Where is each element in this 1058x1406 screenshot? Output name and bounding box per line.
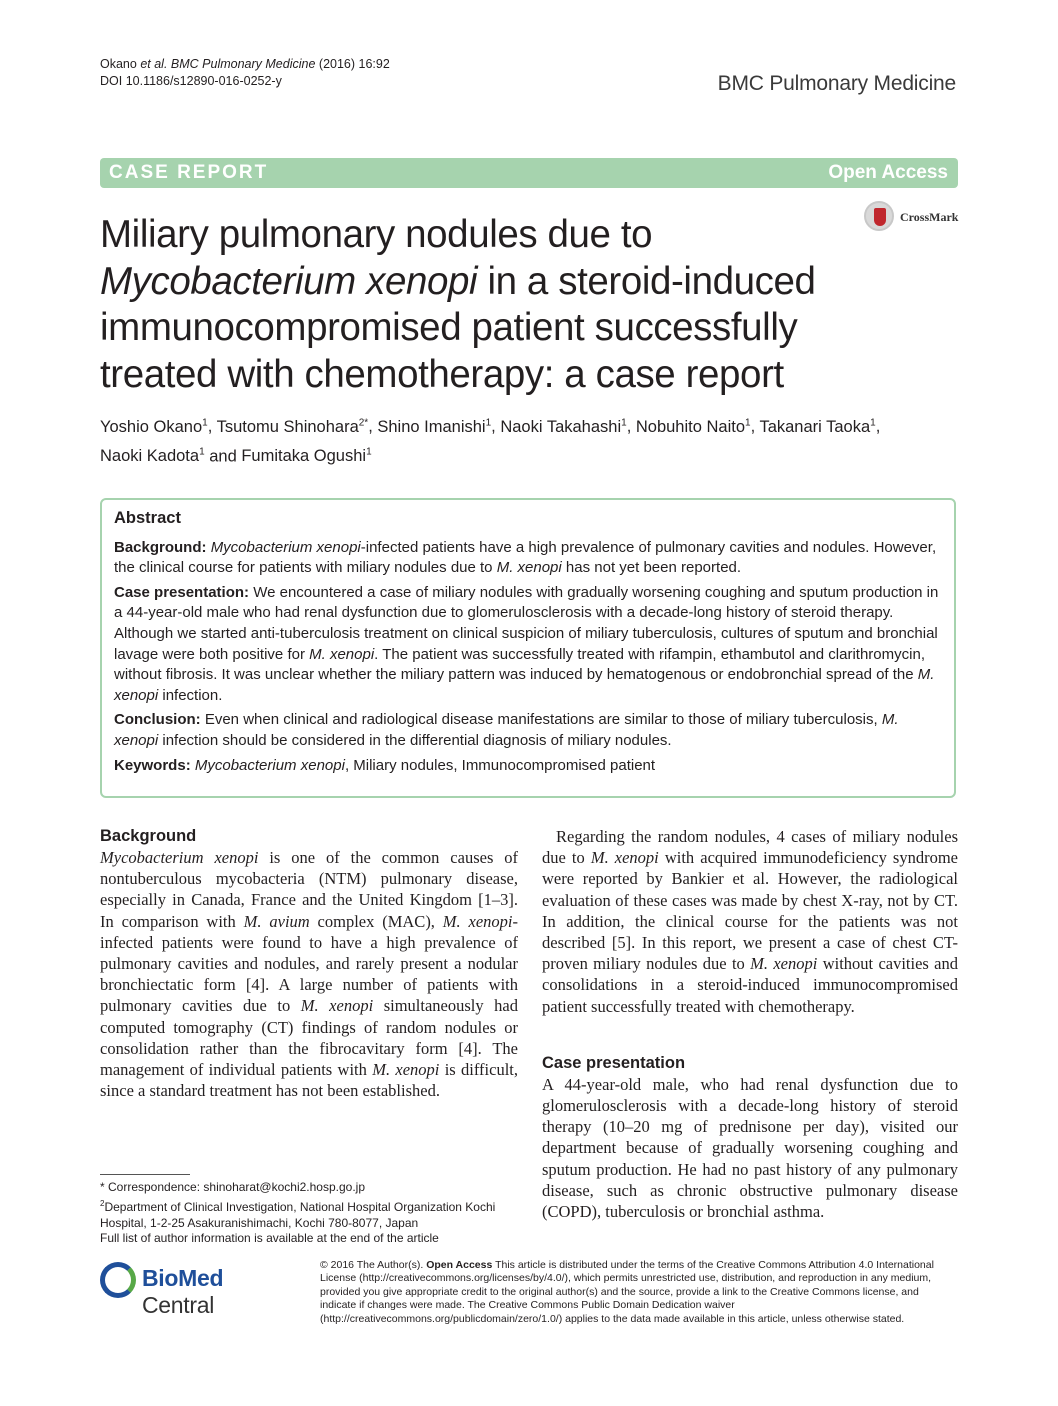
author[interactable]: Yoshio Okano$^1$ bbox=[100, 417, 208, 436]
citation-authors: Okano bbox=[100, 57, 137, 71]
case-presentation-heading: Case presentation bbox=[542, 1053, 686, 1072]
author[interactable]: Tsutomu Shinohara$^{2*}$ bbox=[216, 417, 369, 436]
author[interactable]: Shino Imanishi$^1$ bbox=[377, 417, 492, 436]
abstract-conclusion: Conclusion: Even when clinical and radiological disease manifestations are similar to those of miliary tuberculosis, M. xenopi infection should be considered in the differential diagnosis of miliary nodules. bbox=[114, 711, 899, 749]
article-title bbox=[100, 212, 860, 398]
citation-journal: BMC Pulmonary Medicine bbox=[170, 57, 316, 71]
correspondence[interactable]: * Correspondence: shinoharat@kochi2.hosp.go.jp bbox=[100, 1180, 366, 1194]
footnotes bbox=[100, 1180, 520, 1247]
journal-name: BMC Pulmonary Medicine bbox=[717, 72, 956, 95]
left-column bbox=[100, 826, 518, 1101]
author[interactable]: Naoki Kadota$^1$ bbox=[100, 446, 205, 465]
crossmark-badge[interactable] bbox=[864, 200, 964, 238]
license-statement: © 2016 The Author(s). Open Access This article is distributed under the terms of the Creative Commons Attribution 4.0 International License (http://creativecommons.org/licenses/by/4.0/), which permits unrestricted use, distribution, and reproduction in any medium, provided you give appropriate credit to the original author(s) and the source, provide a link to the Creative Commons license, and indicate if changes were made. The Creative Commons Public Domain Dedication waiver (http://creativecommons.org/publicdomain/zero/1.0/) applies to the data made available in this article, unless otherwise stated. bbox=[320, 1259, 934, 1325]
citation-etal: et al. bbox=[140, 57, 168, 71]
citation-year-volume: (2016) 16:92 bbox=[318, 57, 390, 71]
open-access-label[interactable]: Open Access bbox=[828, 162, 948, 183]
author[interactable]: Naoki Takahashi$^1$ bbox=[500, 417, 627, 436]
background-heading: Background bbox=[100, 827, 197, 845]
author[interactable]: Nobuhito Naito$^1$ bbox=[635, 417, 751, 436]
case-presentation-paragraph: A 44-year-old male, who had renal dysfunction due to glomerulosclerosis with a decade-long history of steroid therapy (10–20 mg of prednisone per day), visited our department because of gradually worsening coughing and sputum production. He had no past history of any pulmonary disease, such as chronic obstructive pulmonary disease (COPD), tuberculosis or bronchial asthma. bbox=[542, 1074, 958, 1222]
crossmark-icon bbox=[864, 201, 894, 231]
right-column bbox=[542, 826, 958, 1222]
title-line-2 bbox=[100, 259, 860, 306]
footnote-divider bbox=[100, 1174, 190, 1175]
biomed-central-icon bbox=[100, 1262, 136, 1298]
citation-header bbox=[100, 56, 390, 90]
random-nodules-paragraph: Regarding the random nodules, 4 cases of miliary nodules due to M. xenopi with acquired immunodeficiency syndrome were reported by Bankier et al. However, the radiological evaluation of these cases was made by chest X-ray, not by CT. In addition, the clinical course for the patients was not described [5]. In this report, we present a case of chest CT-proven miliary nodules due to M. xenopi without cavities and consolidations in a steroid-induced immunocompromised patient successfully treated with chemotherapy. bbox=[542, 827, 959, 1016]
abstract-heading: Abstract bbox=[114, 509, 181, 527]
abstract-background: Background: Mycobacterium xenopi-infected patients have a high prevalence of pulmonary cavities and nodules. However, the clinical course for patients with miliary nodules due to M. xenopi has not yet been reported. bbox=[114, 538, 937, 577]
author[interactable]: Takanari Taoka$^1$ bbox=[759, 417, 876, 436]
article-type-label: CASE REPORT bbox=[109, 162, 269, 183]
author-list: Yoshio Okano$^1$, Tsutomu Shinohara$^{2*}$, Shino Imanishi$^1$, Naoki Takahashi$^1$, Nobuhito Naito$^1$, Takanari Taoka$^1$, Naoki Kadota$^1$ and Fumitaka Ogushi$^1$ bbox=[100, 417, 881, 465]
abstract-case-presentation: Case presentation: We encountered a case of miliary nodules with gradually worsening coughing and sputum production in a 44-year-old male who had renal dysfunction due to glomerulosclerosis with a decade-long history of steroid therapy. Although we started anti-tuberculosis treatment on clinical suspicion of miliary tuberculosis, cultures of sputum and bronchial lavage were both positive for M. xenopi. The patient was successfully treated with rifampin, ethambutol and clarithromycin, without fibrosis. It was unclear whether the miliary pattern was induced by hematogenous or endobronchial spread of the M. xenopi infection. bbox=[114, 583, 939, 704]
author[interactable]: Fumitaka Ogushi$^1$ bbox=[241, 446, 372, 465]
title-italic: Mycobacterium xenopi bbox=[100, 259, 478, 303]
affiliation: $^2$Department of Clinical Investigation, National Hospital Organization Kochi Hospital, 1-2-25 Asakuranishimachi, Kochi 780-8077, Japan bbox=[100, 1198, 496, 1230]
abstract-keywords: Keywords: Mycobacterium xenopi, Miliary nodules, Immunocompromised patient bbox=[114, 756, 656, 774]
doi[interactable]: DOI 10.1186/s12890-016-0252-y bbox=[100, 74, 282, 88]
title-line-3: immunocompromised patient successfully bbox=[100, 306, 798, 349]
abstract-box bbox=[100, 498, 956, 798]
title-line-2-rest: in a steroid-induced bbox=[477, 259, 816, 303]
crossmark-label: CrossMark bbox=[900, 210, 959, 224]
full-author-info-note: Full list of author information is available at the end of the article bbox=[100, 1231, 439, 1246]
title-line-4: treated with chemotherapy: a case report bbox=[100, 352, 784, 396]
biomed-central-logo[interactable]: BioMed Central bbox=[100, 1262, 300, 1302]
title-line-1: Miliary pulmonary nodules due to bbox=[100, 213, 653, 256]
background-paragraph: Mycobacterium xenopi is one of the common causes of nontuberculous mycobacteria (NTM) pulmonary disease, especially in Canada, France and the United Kingdom [1–3]. In comparison with M. avium complex (MAC), M. xenopi-infected patients were found to have a high prevalence of pulmonary cavities and nodules, and rarely present a nodular bronchiectatic form [4]. A large number of patients with pulmonary cavities due to M. xenopi simultaneously had computed tomography (CT) findings of random nodules or consolidation rather than the fibrocavitary form [4]. The management of individual patients with M. xenopi is difficult, since a standard treatment has not been established. bbox=[100, 848, 519, 1101]
article-type-banner bbox=[100, 158, 958, 188]
